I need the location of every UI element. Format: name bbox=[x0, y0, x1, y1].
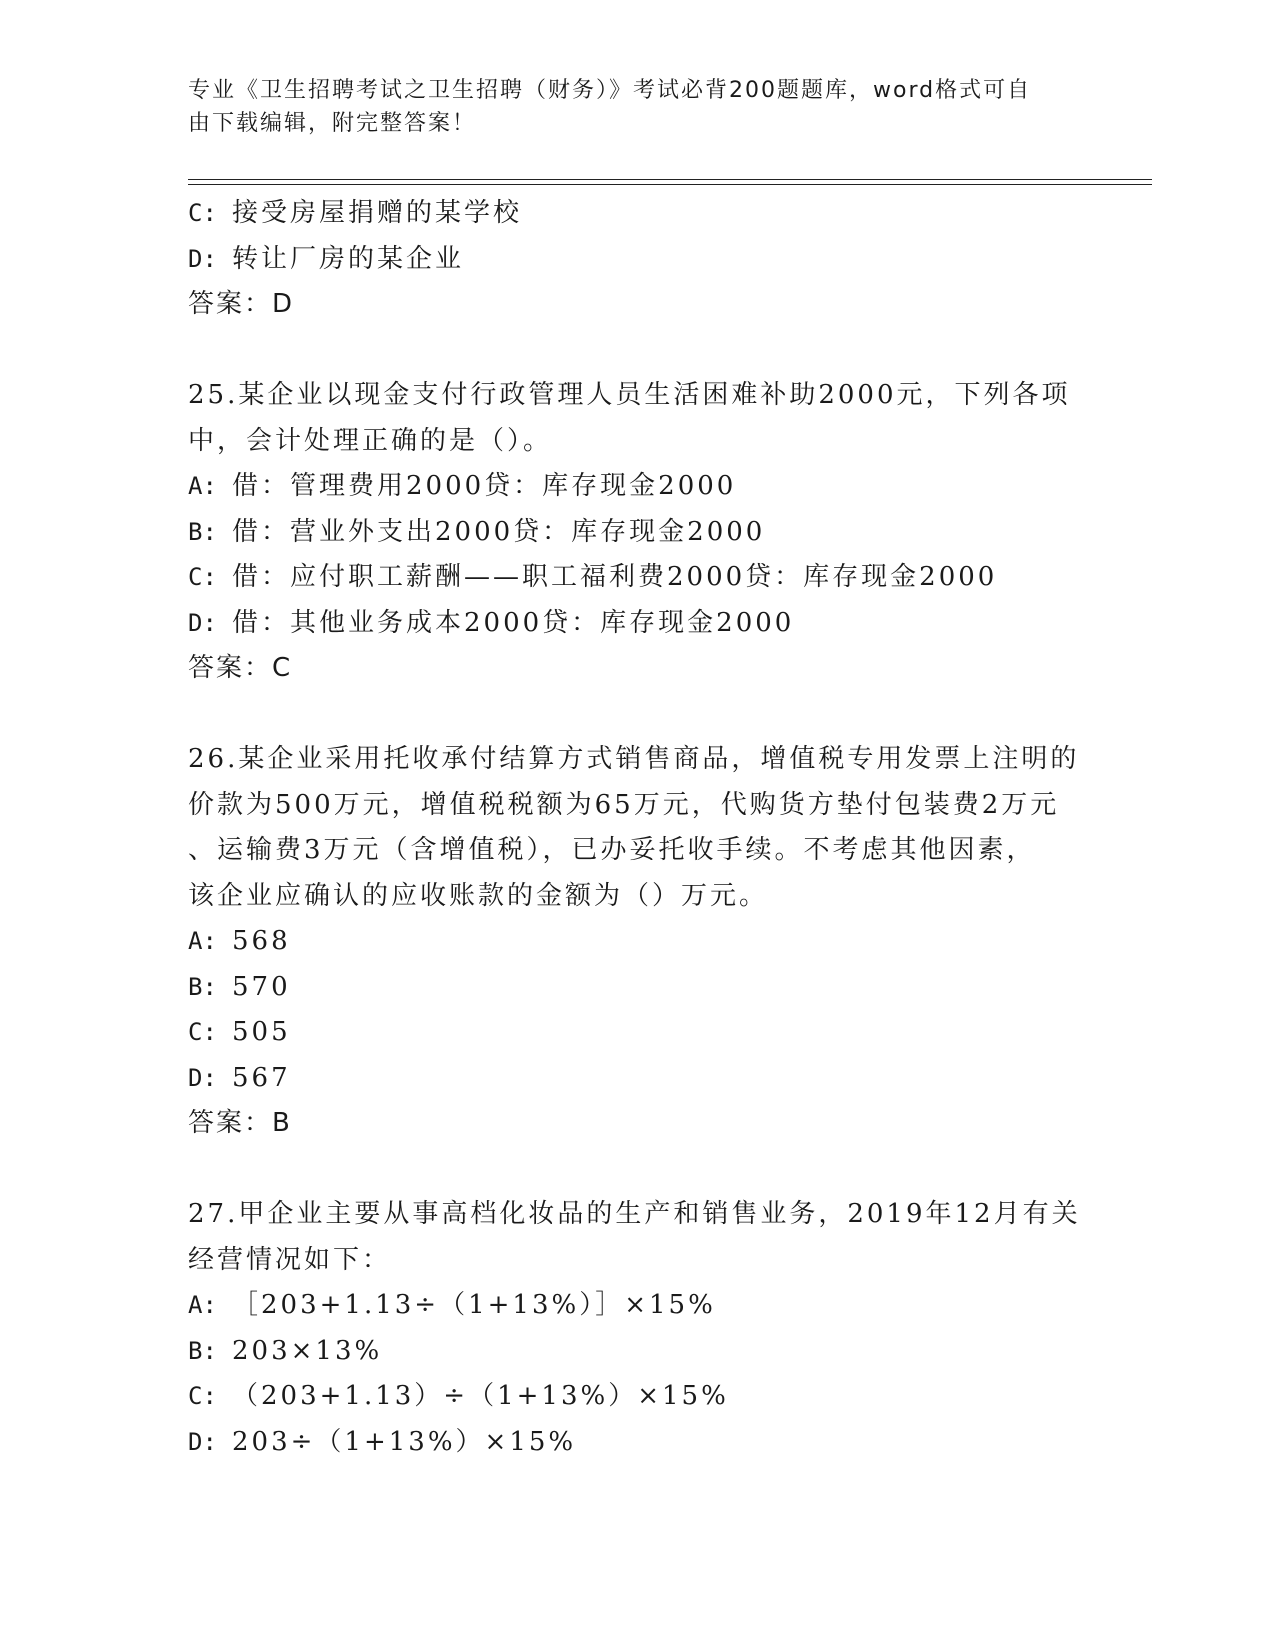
option-text: 借：应付职工薪酬——职工福利费2000贷：库存现金2000 bbox=[232, 562, 998, 592]
question-block-prev bbox=[188, 191, 1088, 328]
option-label: C: bbox=[188, 199, 217, 227]
option-b bbox=[188, 965, 1088, 1011]
header-line-2: 由下载编辑，附完整答案！ bbox=[188, 111, 477, 136]
question-block-26 bbox=[188, 737, 1088, 1147]
question-stem-line: 经营情况如下： bbox=[188, 1244, 392, 1275]
answer: 答案：C bbox=[188, 653, 293, 683]
header-divider-bottom bbox=[188, 184, 1152, 185]
question-stem-line: 27.甲企业主要从事高档化妆品的生产和销售业务，2019年12月有关 bbox=[188, 1199, 1081, 1229]
question-stem-line: 中，会计处理正确的是（）。 bbox=[188, 425, 553, 456]
question-stem-line: 该企业应确认的应收账款的金额为（）万元。 bbox=[188, 880, 769, 911]
option-text: 203÷（1+13%）×15% bbox=[232, 1426, 577, 1457]
option-label: B: bbox=[188, 972, 217, 1001]
option-text: 接受房屋捐赠的某学校 bbox=[232, 198, 523, 228]
question-stem-line: 、运输费3万元（含增值税），已办妥托收手续。不考虑其他因素， bbox=[188, 835, 1036, 865]
option-label: A: bbox=[188, 927, 217, 955]
option-label: B: bbox=[188, 517, 217, 546]
question-stem-line: 25.某企业以现金支付行政管理人员生活困难补助2000元，下列各项 bbox=[188, 380, 1071, 410]
option-label: A: bbox=[188, 472, 217, 500]
option-c bbox=[188, 1010, 1088, 1056]
option-text: 借：其他业务成本2000贷：库存现金2000 bbox=[232, 607, 795, 638]
option-text: 505 bbox=[232, 1017, 291, 1047]
option-d bbox=[188, 237, 1088, 283]
option-text: 借：管理费用2000贷：库存现金2000 bbox=[232, 471, 737, 501]
question-stem-line: 价款为500万元，增值税税额为65万元，代购货方垫付包装费2万元 bbox=[188, 789, 1060, 820]
option-b bbox=[188, 1329, 1088, 1375]
option-label: D: bbox=[188, 244, 217, 273]
option-label: D: bbox=[188, 1063, 217, 1092]
question-block-27 bbox=[188, 1192, 1088, 1465]
option-c bbox=[188, 191, 1088, 237]
option-label: D: bbox=[188, 1427, 217, 1456]
option-label: C: bbox=[188, 563, 217, 591]
option-text: 203×13% bbox=[232, 1335, 383, 1366]
option-c bbox=[188, 1374, 1088, 1420]
header-divider-top bbox=[188, 179, 1152, 180]
option-label: C: bbox=[188, 1018, 217, 1046]
answer: 答案：D bbox=[188, 289, 295, 319]
option-d bbox=[188, 1420, 1088, 1466]
option-label: D: bbox=[188, 608, 217, 637]
option-text: 570 bbox=[232, 971, 291, 1002]
option-text: 568 bbox=[232, 926, 291, 956]
question-block-25 bbox=[188, 373, 1088, 692]
option-c bbox=[188, 555, 1088, 601]
option-label: B: bbox=[188, 1336, 217, 1365]
document-header bbox=[188, 74, 1068, 140]
option-b bbox=[188, 510, 1088, 556]
option-d bbox=[188, 601, 1088, 647]
option-label: A: bbox=[188, 1291, 217, 1319]
question-stem-line: 26.某企业采用托收承付结算方式销售商品，增值税专用发票上注明的 bbox=[188, 744, 1080, 774]
option-a bbox=[188, 1283, 1088, 1329]
option-d bbox=[188, 1056, 1088, 1102]
option-a bbox=[188, 919, 1088, 965]
header-line-1: 专业《卫生招聘考试之卫生招聘（财务）》考试必背200题题库，word格式可自 bbox=[188, 78, 1032, 103]
option-text: 567 bbox=[232, 1062, 291, 1093]
answer: 答案：B bbox=[188, 1108, 292, 1138]
option-text: ［203+1.13÷（1+13%）］×15% bbox=[232, 1290, 716, 1320]
option-text: 借：营业外支出2000贷：库存现金2000 bbox=[232, 516, 766, 547]
question-content bbox=[188, 191, 1088, 1465]
option-label: C: bbox=[188, 1382, 217, 1410]
option-text: （203+1.13）÷（1+13%）×15% bbox=[232, 1381, 729, 1411]
option-text: 转让厂房的某企业 bbox=[232, 243, 465, 274]
option-a bbox=[188, 464, 1088, 510]
